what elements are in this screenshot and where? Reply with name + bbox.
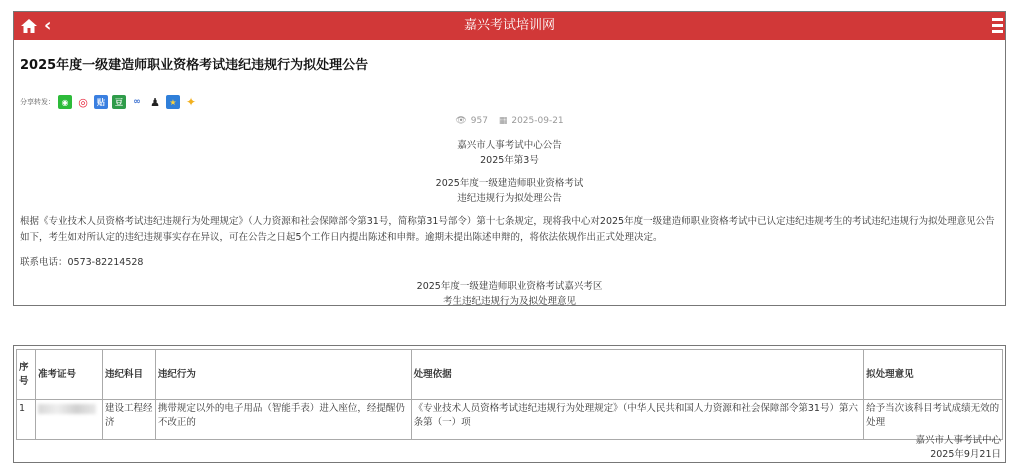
violations-table (16, 349, 1003, 440)
signature-block (915, 434, 1001, 462)
table-caption-2: 考生违纪违规行为及拟处理意见 (442, 296, 576, 306)
issuer-line: 嘉兴市人事考试中心公告 (457, 140, 562, 151)
header-behavior: 违纪行为 (155, 350, 411, 400)
footer-date: 2025年9月21日 (930, 449, 1001, 460)
wechat-icon[interactable]: ◉ (58, 95, 72, 109)
cell-ticket-no-redacted (35, 400, 102, 440)
share-bar (20, 94, 202, 110)
tieba-icon[interactable]: 贴 (94, 95, 108, 109)
site-title: 嘉兴考试培训网 (463, 18, 555, 33)
view-count: 957 (470, 116, 488, 126)
notice-subtitle-1: 2025年度一级建造师职业资格考试 (435, 178, 584, 189)
header-no: 序号 (17, 350, 36, 400)
article-meta (14, 116, 1005, 126)
douban-icon[interactable]: 豆 (112, 95, 126, 109)
issue-number: 2025年第3号 (480, 155, 539, 166)
cell-no: 1 (17, 400, 36, 440)
notice-body: 根据《专业技术人员资格考试违纪违规行为处理规定》（人力资源和社会保障部令第31号，简称第31号部令）第十七条规定，现将我中心对2025年度一级建造师职业资格考试中已认定违纪违规考生的考试违纪违规行为拟处理意见公告如下，考生如对所认定的违纪违规事实存在异议，可在公告之日起5个工作日内提出陈述和申辩。逾期未提出陈述申辩的，将依法依规作出正式处理决定。 (20, 216, 995, 243)
violations-panel (13, 345, 1006, 463)
share-label: 分享转发： (20, 98, 55, 106)
notice-subtitle-2: 违纪违规行为拟处理公告 (457, 193, 562, 204)
eye-icon: 👁 (455, 116, 467, 126)
header-decision: 拟处理意见 (864, 350, 1003, 400)
redacted-ticket-number (38, 404, 96, 414)
cell-subject: 建设工程经济 (102, 400, 155, 440)
back-chevron-icon[interactable]: ‹ (44, 15, 52, 36)
cell-behavior: 携带规定以外的电子用品（智能手表）进入座位，经提醒仍不改正的 (155, 400, 411, 440)
hamburger-menu-icon[interactable] (992, 18, 1003, 34)
header-ticket-no: 准考证号 (35, 350, 102, 400)
weibo-icon[interactable]: ◎ (76, 95, 90, 109)
qzone-icon[interactable]: ★ (166, 95, 180, 109)
table-header-row (17, 350, 1003, 400)
cell-decision: 给予当次该科目考试成绩无效的处理 (864, 400, 1003, 440)
contact-phone: 联系电话：0573-82214528 (20, 257, 144, 268)
header-subject: 违纪科目 (102, 350, 155, 400)
footer-org: 嘉兴市人事考试中心 (915, 435, 1001, 446)
friends-icon[interactable]: ∞ (130, 95, 144, 109)
favorite-icon[interactable]: ✦ (185, 95, 197, 109)
qq-icon[interactable]: ♟ (148, 95, 162, 109)
home-icon[interactable] (20, 17, 38, 35)
top-nav-bar (14, 12, 1005, 40)
calendar-icon: ▦ (498, 116, 508, 126)
cell-basis: 《专业技术人员资格考试违纪违规行为处理规定》（中华人民共和国人力资源和社会保障部令第31号）第六条第（一）项 (411, 400, 863, 440)
article-panel (13, 11, 1006, 306)
table-row (17, 400, 1003, 440)
header-basis: 处理依据 (411, 350, 863, 400)
page-title: 2025年度一级建造师职业资格考试违纪违规行为拟处理公告 (20, 58, 369, 73)
publish-date: 2025-09-21 (511, 116, 564, 126)
table-caption-1: 2025年度一级建造师职业资格考试嘉兴考区 (416, 281, 603, 292)
